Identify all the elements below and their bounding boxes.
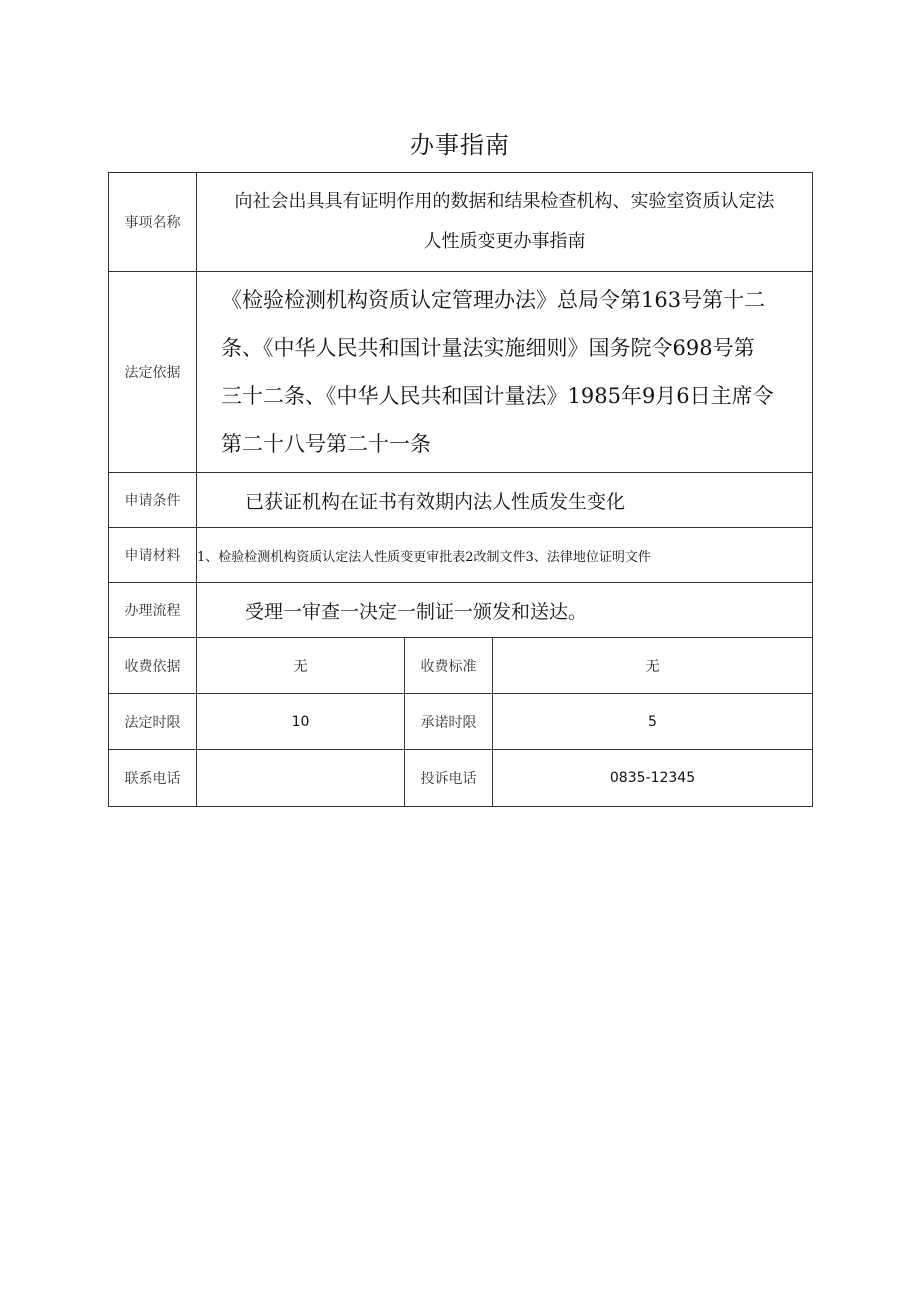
page-title: 办事指南 xyxy=(410,131,510,159)
legal-basis-line-4: 第二十八号第二十一条 xyxy=(221,432,431,456)
fee-standard-value: 无 xyxy=(493,638,813,694)
item-name-label: 事项名称 xyxy=(109,173,197,272)
conditions-label: 申请条件 xyxy=(109,473,197,528)
legal-basis-line-3: 三十二条、《中华人民共和国计量法》1985年9月6日主席令 xyxy=(221,384,774,408)
item-name-line-1: 向社会出具具有证明作用的数据和结果检查机构、实验室资质认定法 xyxy=(234,191,775,212)
contact-label: 联系电话 xyxy=(109,750,197,807)
fees-label: 收费依据 xyxy=(109,638,197,694)
fees-value: 无 xyxy=(197,638,405,694)
process-value: 受理一审查一决定一制证一颁发和送达。 xyxy=(197,583,813,638)
legal-basis-value xyxy=(197,272,813,473)
materials-label: 申请材料 xyxy=(109,528,197,583)
row-process xyxy=(109,583,813,638)
item-name-value xyxy=(197,173,813,272)
time-limit-label: 法定时限 xyxy=(109,694,197,750)
row-time-limit xyxy=(109,694,813,750)
row-materials xyxy=(109,528,813,583)
promised-limit-label: 承诺时限 xyxy=(405,694,493,750)
time-limit-value: 10 xyxy=(197,694,405,750)
process-label: 办理流程 xyxy=(109,583,197,638)
complaint-phone-label: 投诉电话 xyxy=(405,750,493,807)
legal-basis-line-1: 《检验检测机构资质认定管理办法》总局令第163号第十二 xyxy=(221,288,766,312)
row-item-name xyxy=(109,173,813,272)
complaint-phone-value: 0835-12345 xyxy=(493,750,813,807)
conditions-value: 已获证机构在证书有效期内法人性质发生变化 xyxy=(197,473,813,528)
legal-basis-label: 法定依据 xyxy=(109,272,197,473)
fee-standard-label: 收费标准 xyxy=(405,638,493,694)
legal-basis-line-2: 条、《中华人民共和国计量法实施细则》国务院令698号第 xyxy=(221,336,755,360)
item-name-line-2: 人性质变更办事指南 xyxy=(423,231,586,252)
materials-value: 1、检验检测机构资质认定法人性质变更审批表2改制文件3、法律地位证明文件 xyxy=(197,528,813,583)
guide-table xyxy=(108,172,813,807)
row-contact xyxy=(109,750,813,807)
row-conditions xyxy=(109,473,813,528)
contact-value xyxy=(197,750,405,807)
row-fees xyxy=(109,638,813,694)
row-legal-basis xyxy=(109,272,813,473)
promised-limit-value: 5 xyxy=(493,694,813,750)
